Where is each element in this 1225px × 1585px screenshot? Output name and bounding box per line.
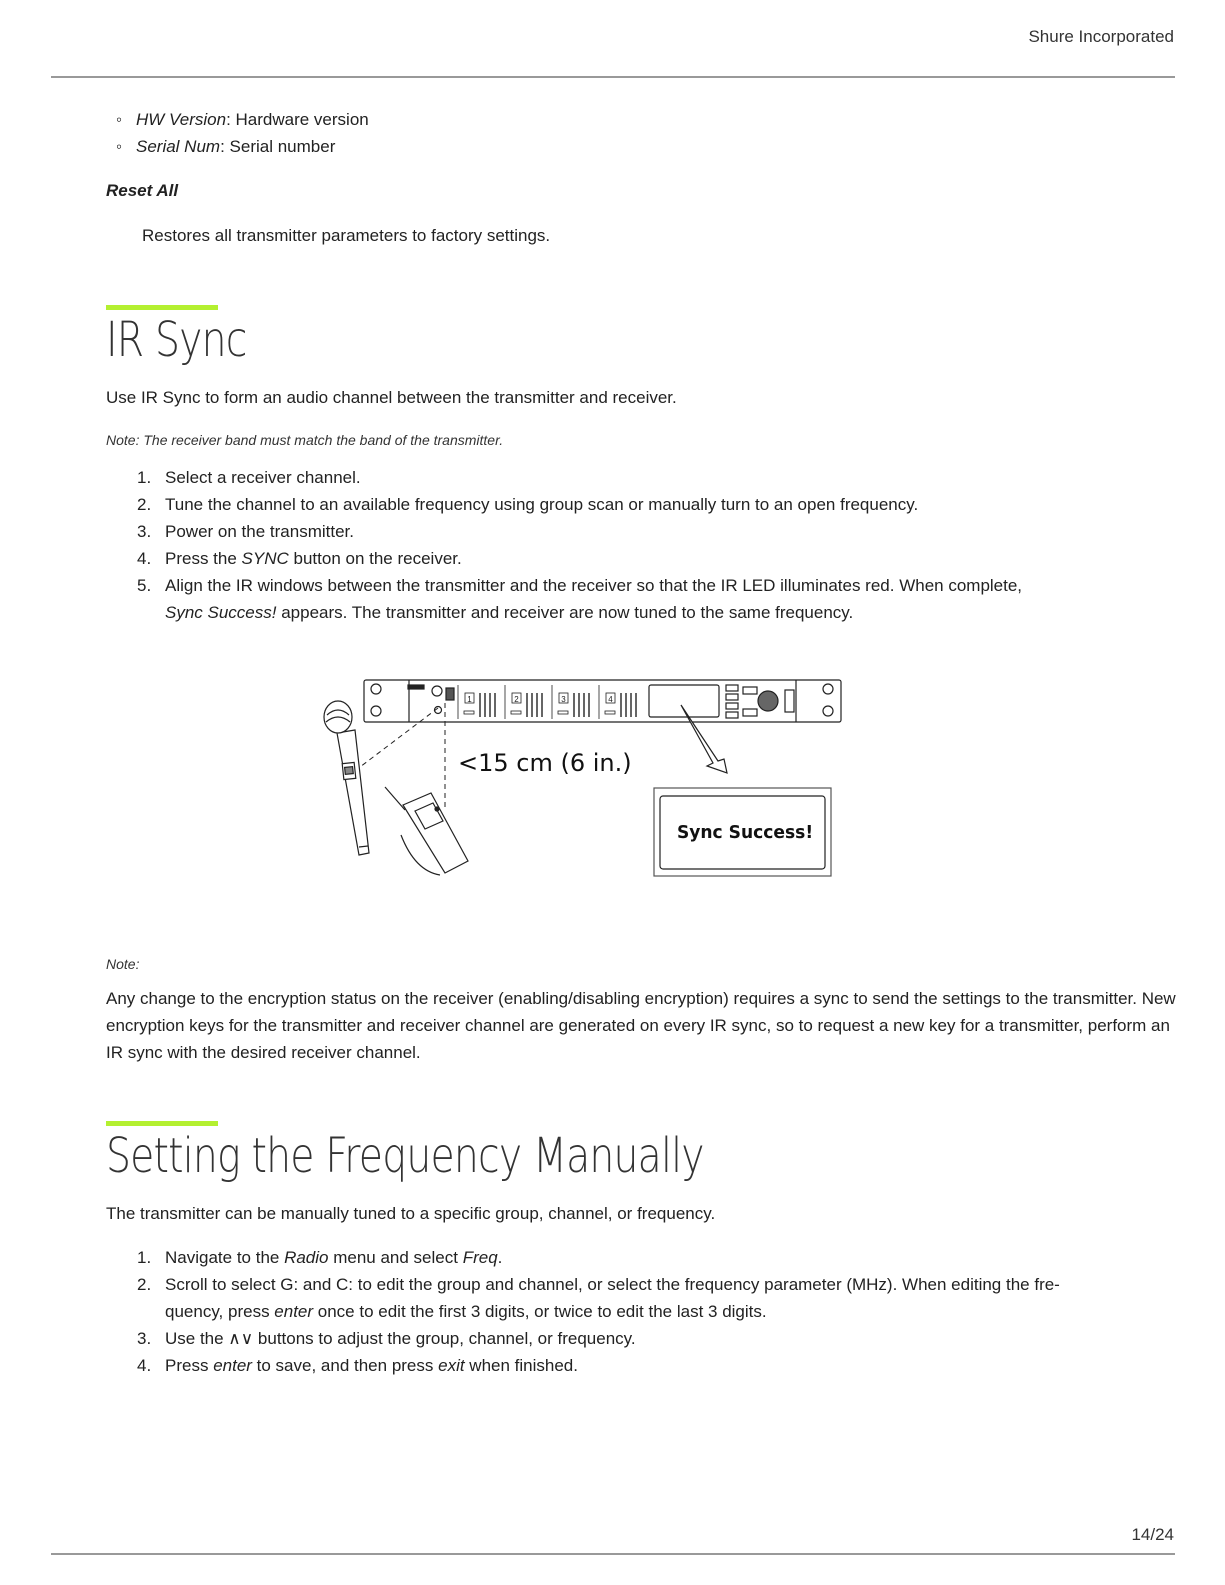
step-number: 2. — [137, 1275, 152, 1294]
step-emphasis: Sync Success! — [165, 603, 277, 622]
reset-all-heading: Reset All — [106, 181, 179, 200]
list-term: HW Version — [136, 110, 227, 129]
receiver-channel-label: 4 — [608, 695, 613, 704]
freq-manual-steps — [106, 1244, 1176, 1379]
step-text: to save, and then press — [251, 1356, 439, 1375]
handheld-mic-icon — [324, 701, 369, 855]
reset-all-description: Restores all transmitter parameters to factory settings. — [142, 226, 551, 245]
distance-label: <15 cm (6 in.) — [458, 749, 632, 777]
step-text: Tune the channel to an available frequency using group scan or manually turn to an open frequency. — [165, 495, 919, 514]
step-text: once to edit the first 3 digits, or twice to edit the last 3 digits. — [313, 1302, 767, 1321]
ir-sync-steps — [106, 464, 1176, 626]
step-emphasis: exit — [438, 1356, 465, 1375]
step-text: Scroll to select G: and C: to edit the group and channel, or select the frequency parameter (MHz). When editing the fre- — [165, 1275, 1060, 1294]
step-text: Select a receiver channel. — [165, 468, 361, 487]
info-list — [106, 106, 369, 160]
ir-sync-note2-label: Note: — [106, 956, 140, 972]
step-text: Press — [165, 1356, 214, 1375]
step-text: quency, press — [165, 1302, 275, 1321]
step-number: 3. — [137, 522, 152, 541]
header-divider — [51, 76, 1175, 78]
step-text: Press the — [165, 549, 242, 568]
step-number: 3. — [137, 1329, 152, 1348]
step-number: 1. — [137, 1248, 152, 1267]
receiver-channel-label: 2 — [514, 695, 519, 704]
step-emphasis: enter — [213, 1356, 252, 1375]
ir-sync-note2-text: Any change to the encryption status on the receiver (enabling/disabling encryption) requires a sync to send the settings to the transmitter. New encryption keys for the transmitter and receiver channel are generated on every IR sync, so to request a new key for a transmitter, perform an IR sync with the desired receiver channel. — [106, 989, 1176, 1062]
header-company-name: Shure Incorporated — [1028, 27, 1174, 46]
list-item — [106, 106, 369, 133]
step-emphasis: enter — [274, 1302, 314, 1321]
step-emphasis: Radio — [284, 1248, 329, 1267]
step-number: 5. — [137, 576, 152, 595]
freq-manual-title: Setting the Frequency Manually — [106, 1128, 704, 1184]
step-emphasis: SYNC — [241, 549, 289, 568]
freq-manual-intro: The transmitter can be manually tuned to a specific group, channel, or frequency. — [106, 1204, 716, 1223]
list-term: Serial Num — [136, 137, 221, 156]
step-number: 4. — [137, 549, 152, 568]
step-number: 1. — [137, 468, 152, 487]
footer-divider — [51, 1553, 1175, 1555]
ir-sync-illustration — [315, 675, 845, 885]
step-number: 2. — [137, 495, 152, 514]
step-item — [106, 1352, 1176, 1379]
sync-success-text: Sync Success! — [676, 822, 814, 844]
step-item — [106, 1244, 1176, 1271]
step-text: Align the IR windows between the transmitter and the receiver so that the IR LED illuminates red. When complete, — [165, 576, 1023, 595]
step-text: Power on the transmitter. — [165, 522, 354, 541]
ir-sync-note: Note: The receiver band must match the band of the transmitter. — [106, 432, 504, 448]
list-desc: : Hardware version — [226, 110, 369, 129]
section-accent-bar — [106, 305, 218, 310]
bodypack-transmitter-icon — [385, 787, 468, 875]
step-emphasis: Freq — [462, 1248, 498, 1267]
step-item — [106, 572, 1176, 626]
receiver-unit — [364, 680, 841, 722]
step-item — [106, 1325, 1176, 1352]
list-desc: : Serial number — [220, 137, 336, 156]
receiver-channel-label: 3 — [561, 695, 566, 704]
page-number: 14/24 — [1131, 1525, 1174, 1544]
step-text: button on the receiver. — [288, 549, 462, 568]
ir-sync-title: IR Sync — [106, 312, 247, 368]
step-text: menu and select — [328, 1248, 463, 1267]
list-item — [106, 133, 369, 160]
step-text: appears. The transmitter and receiver are now tuned to the same frequency. — [276, 603, 854, 622]
ir-sync-intro: Use IR Sync to form an audio channel between the transmitter and receiver. — [106, 388, 677, 407]
step-text: when finished. — [464, 1356, 578, 1375]
sync-success-display — [654, 788, 831, 876]
receiver-channel-label: 1 — [467, 695, 472, 704]
step-text: Use the ∧∨ buttons to adjust the group, channel, or frequency. — [165, 1329, 636, 1348]
step-item — [106, 464, 1176, 491]
section-accent-bar — [106, 1121, 218, 1126]
step-item — [106, 491, 1176, 518]
step-item — [106, 518, 1176, 545]
step-text: Navigate to the — [165, 1248, 285, 1267]
step-item — [106, 1271, 1176, 1325]
step-number: 4. — [137, 1356, 152, 1375]
step-item — [106, 545, 1176, 572]
step-text: . — [497, 1248, 503, 1267]
